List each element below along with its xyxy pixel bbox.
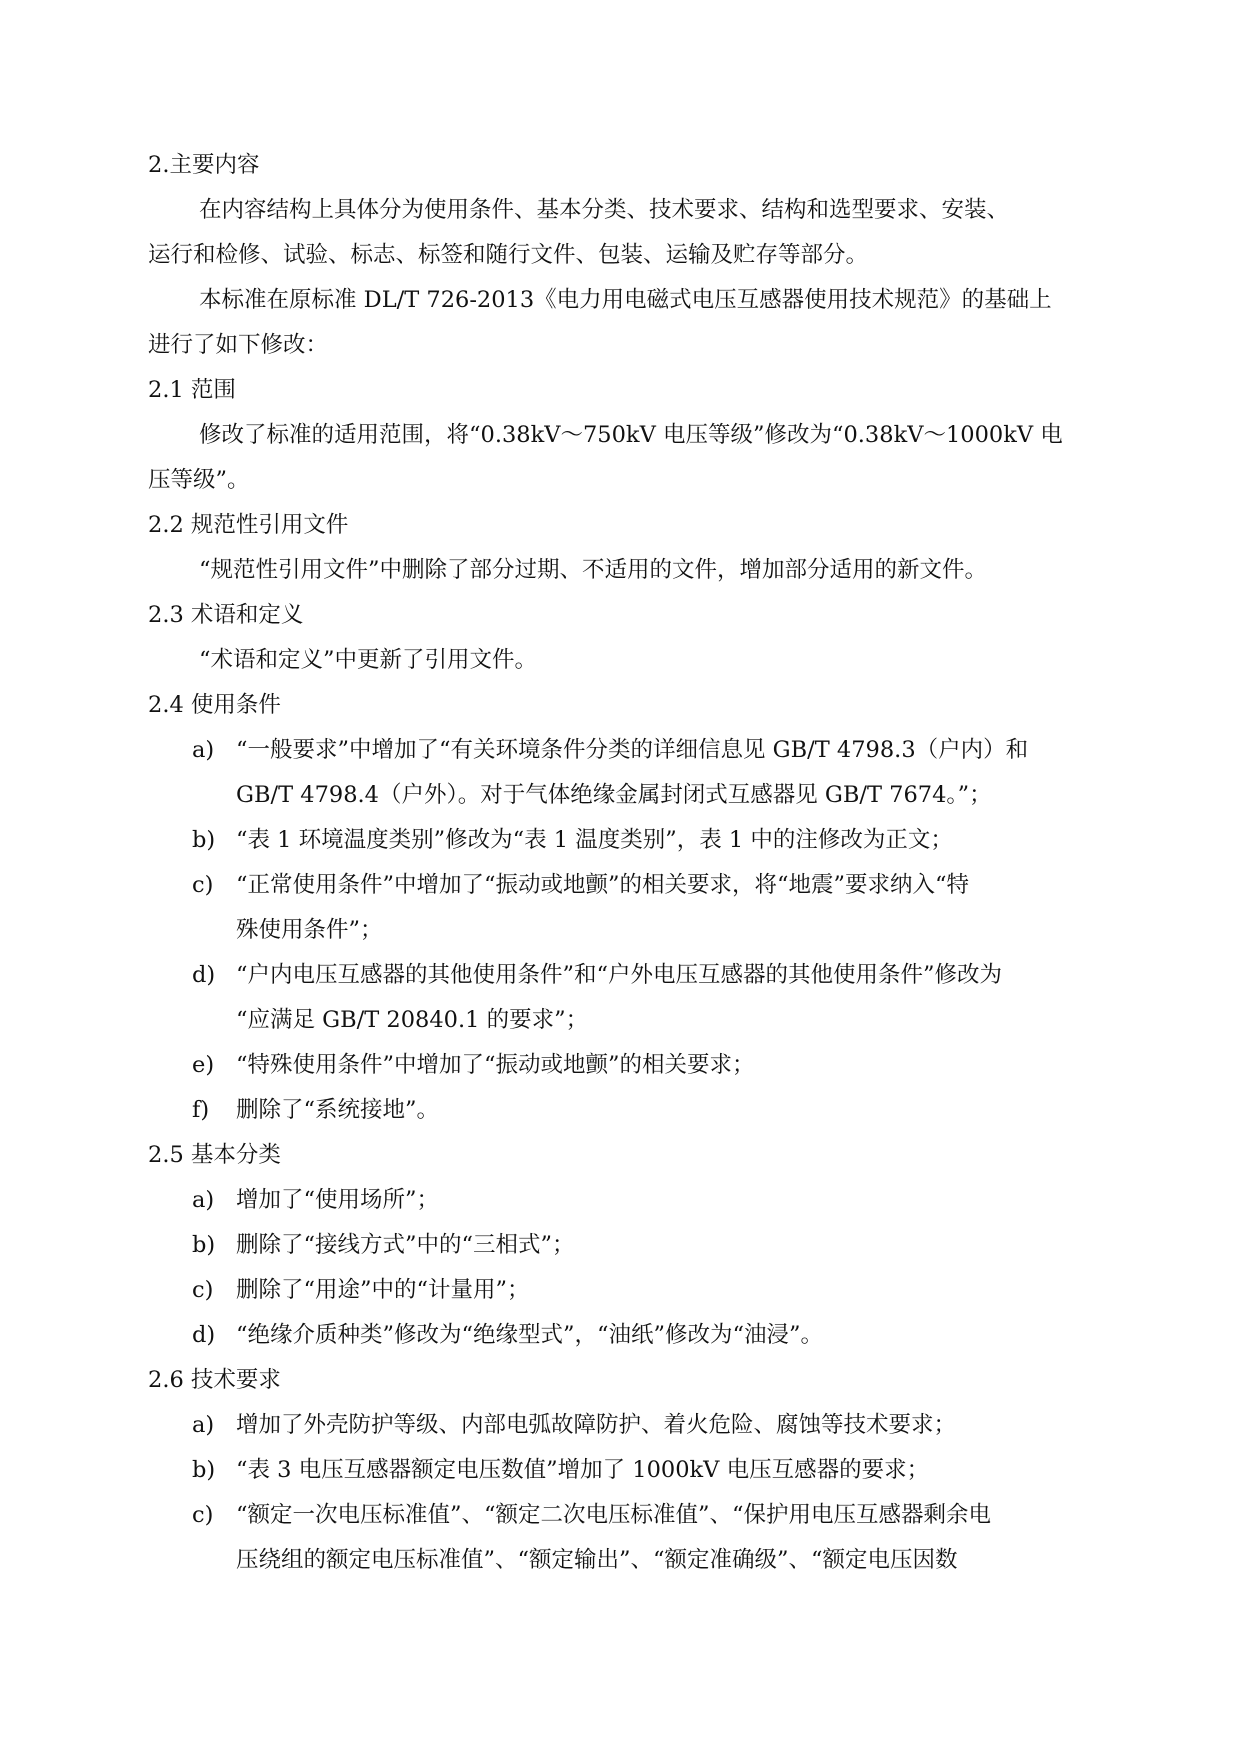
- section-2-3-title: 2.3 术语和定义: [148, 602, 304, 628]
- section-2-3-line-1: “术语和定义”中更新了引用文件。: [199, 647, 538, 673]
- section-2-4-title: 2.4 使用条件: [148, 692, 281, 718]
- list-item-text: 删除了“系统接地”。: [236, 1097, 440, 1123]
- list-marker: a): [192, 737, 215, 763]
- list-marker: d): [192, 1322, 216, 1348]
- list-marker: a): [192, 1187, 215, 1213]
- intro-paragraph-line-3: 本标准在原标准 DL/T 726-2013《电力用电磁式电压互感器使用技术规范》的基础上: [199, 287, 1052, 313]
- list-marker: f): [192, 1097, 210, 1123]
- section-2-1-title: 2.1 范围: [148, 377, 236, 403]
- list-item-text: “正常使用条件”中增加了“振动或地颤”的相关要求，将“地震”要求纳入“特: [236, 872, 970, 898]
- list-marker: e): [192, 1052, 215, 1078]
- section-2-1-line-2: 压等级”。: [148, 467, 250, 493]
- section-2-2-title: 2.2 规范性引用文件: [148, 512, 349, 538]
- section-2-6-title: 2.6 技术要求: [148, 1367, 281, 1393]
- list-item-text: “额定一次电压标准值”、“额定二次电压标准值”、“保护用电压互感器剩余电: [236, 1502, 992, 1528]
- list-item-text-continued: GB/T 4798.4（户外）。对于气体绝缘金属封闭式互感器见 GB/T 7674。”；: [236, 782, 992, 808]
- list-item-text-continued: 殊使用条件”；: [236, 917, 383, 943]
- intro-paragraph-line-2: 运行和检修、试验、标志、标签和随行文件、包装、运输及贮存等部分。: [148, 242, 869, 268]
- list-item-text: “表 1 环境温度类别”修改为“表 1 温度类别”，表 1 中的注修改为正文；: [236, 827, 953, 853]
- list-marker: b): [192, 1457, 216, 1483]
- list-item-text: “一般要求”中增加了“有关环境条件分类的详细信息见 GB/T 4798.3（户内）和: [236, 737, 1029, 763]
- list-marker: b): [192, 1232, 216, 1258]
- section-heading: 2.主要内容: [148, 152, 260, 178]
- list-marker: b): [192, 827, 216, 853]
- section-2-1-line-1: 修改了标准的适用范围，将“0.38kV～750kV 电压等级”修改为“0.38kV～1000kV 电: [199, 422, 1063, 448]
- list-item-text: “特殊使用条件”中增加了“振动或地颤”的相关要求；: [236, 1052, 755, 1078]
- list-item-text: 删除了“用途”中的“计量用”；: [236, 1277, 530, 1303]
- list-item-text: “绝缘介质种类”修改为“绝缘型式”，“油纸”修改为“油浸”。: [236, 1322, 824, 1348]
- list-marker: d): [192, 962, 216, 988]
- list-item-text: 删除了“接线方式”中的“三相式”；: [236, 1232, 575, 1258]
- list-marker: c): [192, 1502, 214, 1528]
- list-item-text: 增加了“使用场所”；: [236, 1187, 440, 1213]
- list-marker: a): [192, 1412, 215, 1438]
- list-item-text: 增加了外壳防护等级、内部电弧故障防护、着火危险、腐蚀等技术要求；: [236, 1412, 957, 1438]
- section-2-2-line-1: “规范性引用文件”中删除了部分过期、不适用的文件，增加部分适用的新文件。: [199, 557, 988, 583]
- section-2-5-title: 2.5 基本分类: [148, 1142, 281, 1168]
- list-marker: c): [192, 1277, 214, 1303]
- list-item-text-continued: “应满足 GB/T 20840.1 的要求”；: [236, 1007, 589, 1033]
- list-item-text-continued: 压绕组的额定电压标准值”、“额定输出”、“额定准确级”、“额定电压因数: [236, 1547, 958, 1573]
- intro-paragraph-line-4: 进行了如下修改：: [148, 332, 329, 358]
- list-item-text: “表 3 电压互感器额定电压数值”增加了 1000kV 电压互感器的要求；: [236, 1457, 930, 1483]
- list-item-text: “户内电压互感器的其他使用条件”和“户外电压互感器的其他使用条件”修改为: [236, 962, 1003, 988]
- list-marker: c): [192, 872, 214, 898]
- intro-paragraph-line-1: 在内容结构上具体分为使用条件、基本分类、技术要求、结构和选型要求、安装、: [199, 197, 1010, 223]
